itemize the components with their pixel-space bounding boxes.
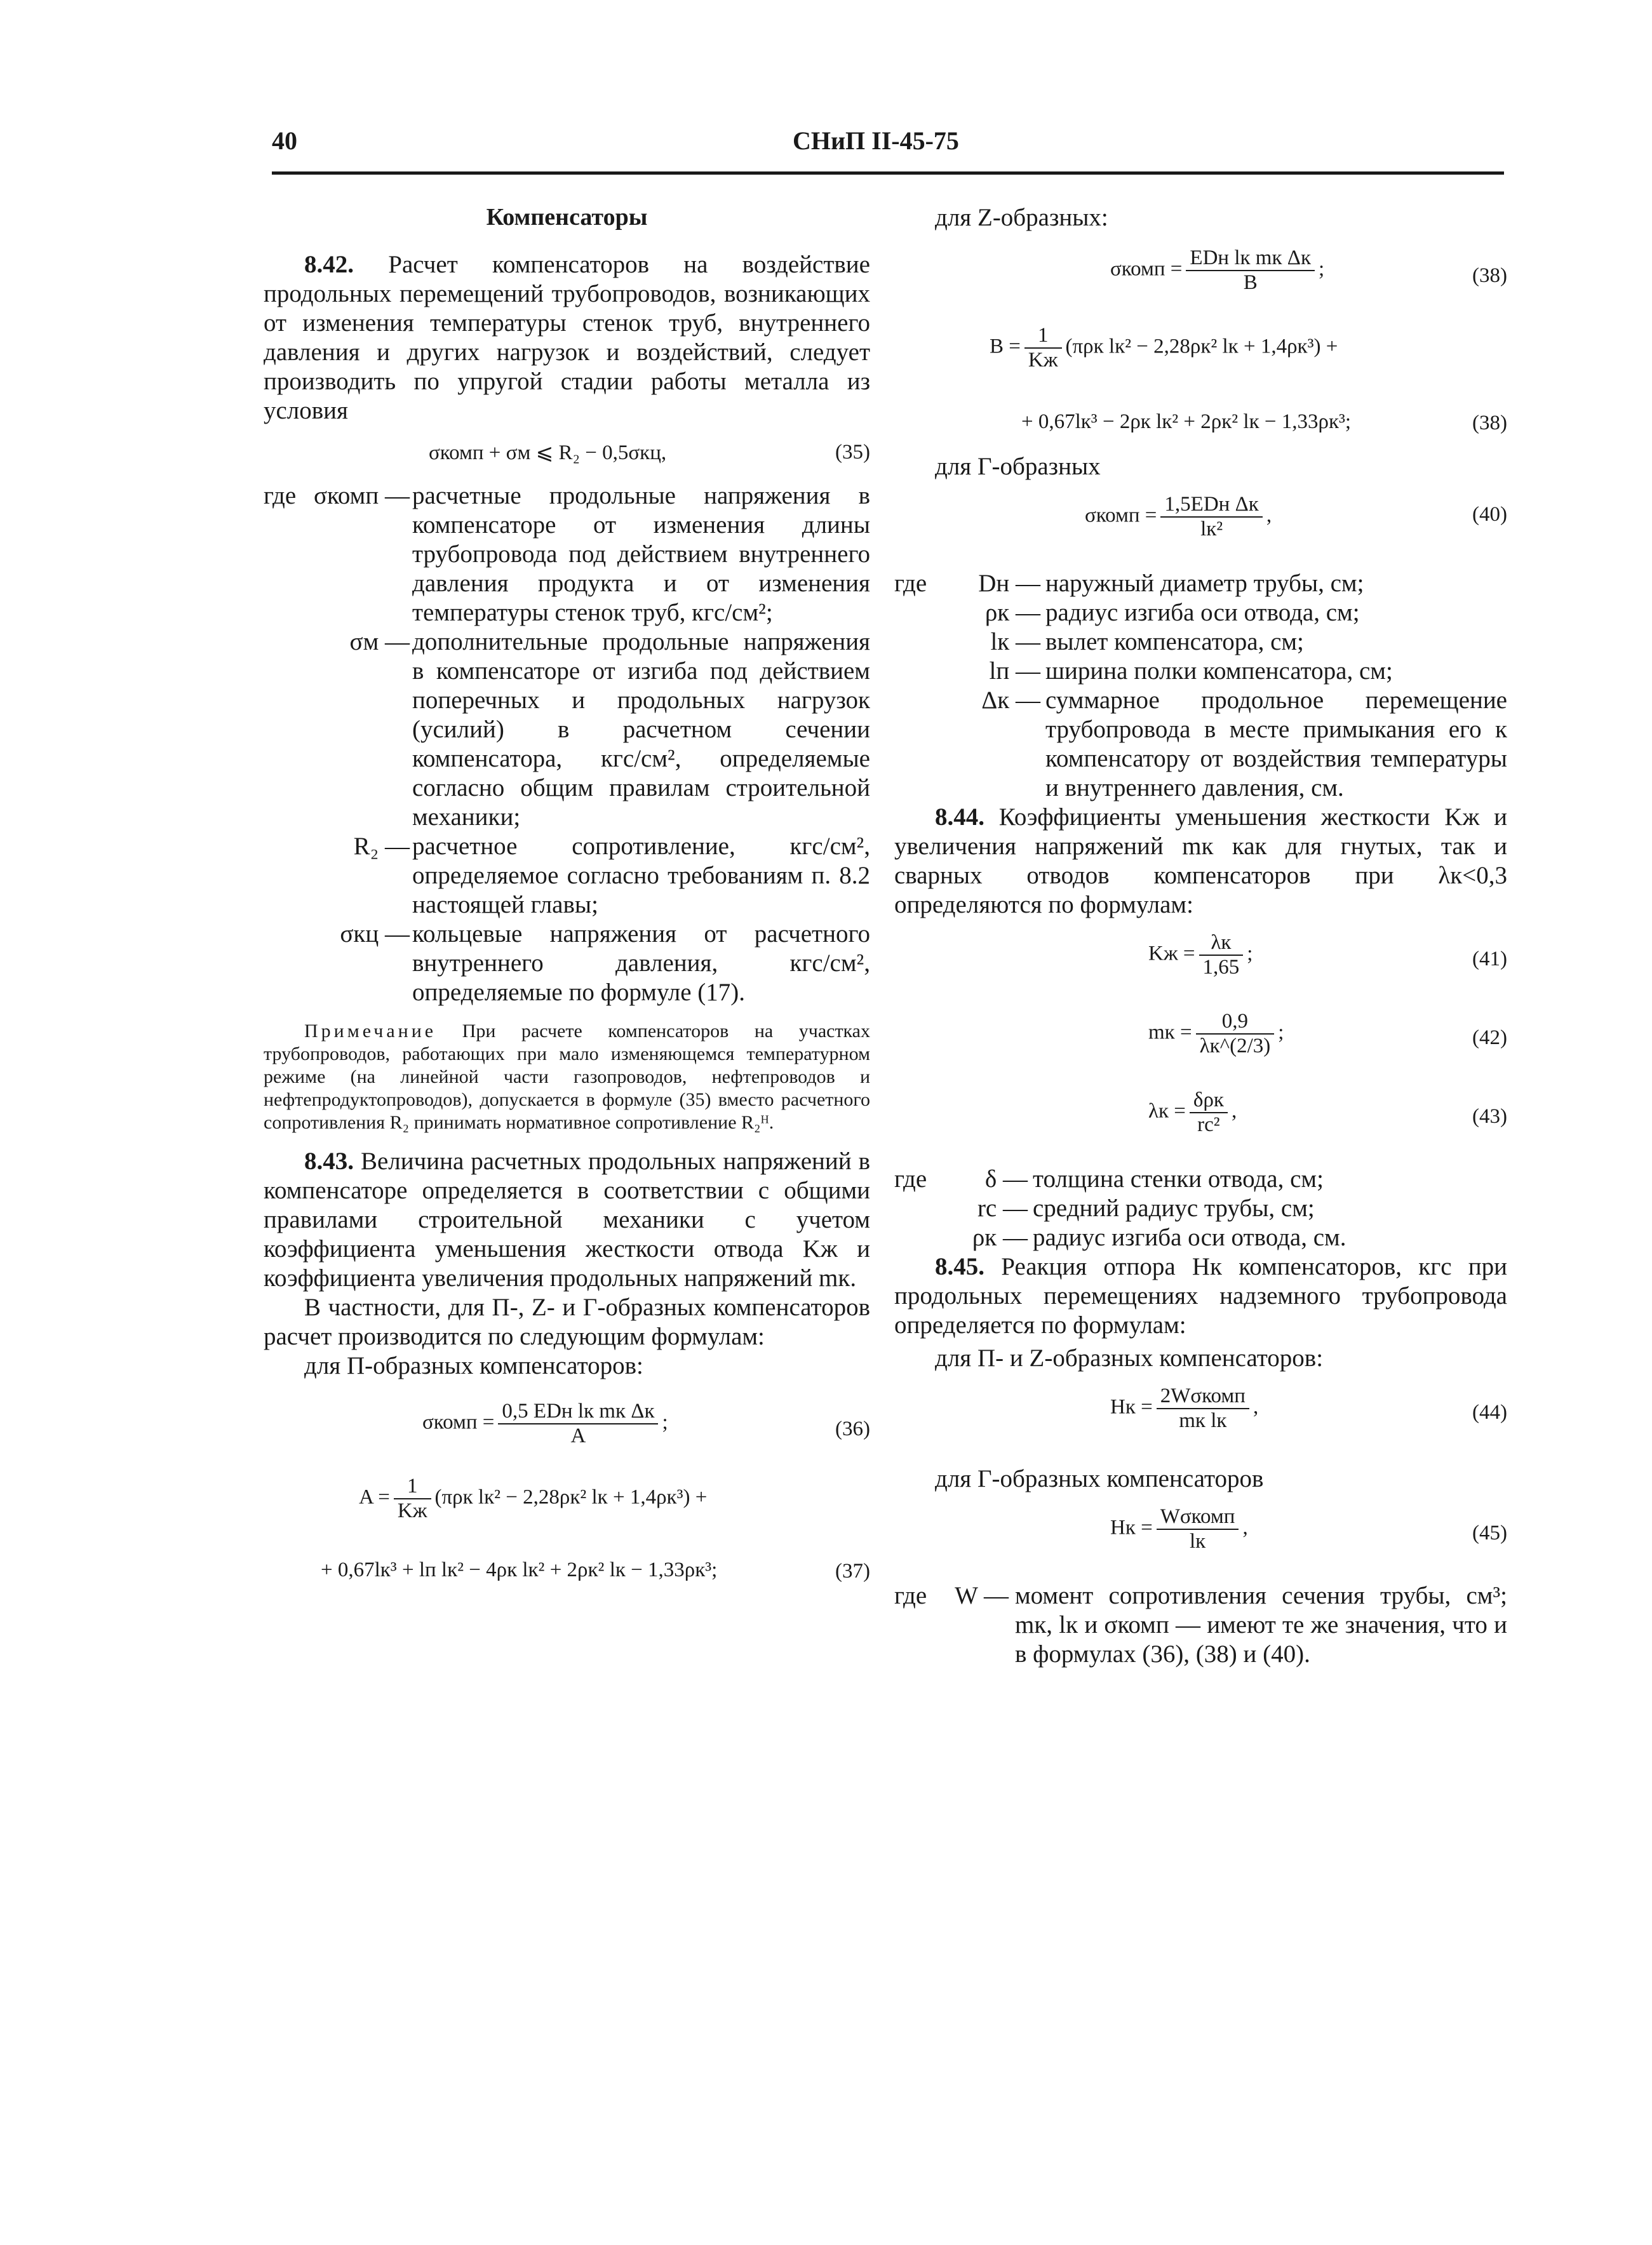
formula-number: (37) — [835, 1560, 870, 1583]
definition-item — [894, 598, 1507, 627]
definition-item — [264, 627, 870, 832]
definition-text: ширина полки компенсатора, см; — [1045, 657, 1393, 685]
formula-number: (35) — [835, 441, 870, 464]
formula-number: (38) — [1472, 412, 1507, 434]
numerator: EDн lк mк Δк — [1186, 246, 1315, 271]
definition-item — [894, 1165, 1507, 1194]
denominator: A — [570, 1424, 586, 1447]
lead-text: для П- и Z-образных компенсаторов: — [935, 1344, 1324, 1372]
formula-number: (38) — [1472, 264, 1507, 287]
lead-text: для Z-образных: — [935, 204, 1108, 231]
definition-item — [264, 920, 870, 1007]
definition-item — [894, 627, 1507, 657]
definition-text: наружный диаметр трубы, см; — [1045, 570, 1364, 597]
formula-punct: , — [1266, 504, 1272, 527]
formula-45 — [894, 1503, 1507, 1572]
denominator: Kж — [1028, 349, 1058, 372]
definition-symbol: σкомп — — [313, 482, 410, 509]
right-column — [894, 191, 1507, 1669]
formula-expression: σкомп + σм ⩽ R₂ − 0,5σкц, — [429, 441, 667, 464]
definition-symbol: σкц — — [340, 920, 410, 948]
paragraph-8-44 — [894, 803, 1507, 920]
paragraph: В частности, для П-, Z- и Г-образных компенсаторов расчет производится по следующим формулам: — [264, 1294, 870, 1350]
numerator: 1 — [394, 1475, 431, 1499]
numerator: Wσкомп — [1157, 1505, 1239, 1530]
paragraph-text: Расчет компенсаторов на воздействие продольных перемещений трубопроводов, возникающих от изменения температуры стенок труб, внутреннего давления и других нагрузок и воздействий, следует производить по упругой стадии работы металла из условия — [264, 251, 870, 424]
formula-expression — [1148, 1089, 1237, 1137]
formula-punct: , — [1242, 1516, 1248, 1539]
definitions-list-right-2 — [894, 1165, 1507, 1252]
formula-41 — [894, 928, 1507, 998]
definitions-list-right — [894, 569, 1507, 803]
definition-text: радиус изгиба оси отвода, см; — [1045, 599, 1360, 626]
formula-expression — [1110, 1384, 1258, 1433]
formula-number: (42) — [1472, 1026, 1507, 1049]
lead-text: для Г-образных компенсаторов — [935, 1465, 1264, 1492]
formula-40 — [894, 490, 1507, 560]
definition-text: толщина стенки отвода, см; — [1033, 1165, 1324, 1193]
formula-expression — [1148, 931, 1252, 979]
formula-38b-line2 — [894, 405, 1507, 443]
formula-lhs: A = — [359, 1485, 390, 1509]
page-header — [272, 126, 1504, 175]
definition-text: суммарное продольное перемещение трубопровода в месте примыкания его к компенсатору от воздействия температуры и внутреннего давления, см. — [1045, 687, 1507, 801]
fraction — [1157, 1505, 1239, 1553]
denominator: lк — [1189, 1530, 1206, 1553]
paragraph-text: Реакция отпора Hк компенсаторов, кгс при продольных перемещениях надземного трубопровода определяется по формулам: — [894, 1253, 1507, 1339]
definition-text: радиус изгиба оси отвода, см. — [1033, 1224, 1346, 1251]
definition-symbol: lк — — [990, 628, 1040, 655]
denominator: mк lк — [1179, 1409, 1227, 1432]
definitions-list-right-3 — [894, 1581, 1507, 1669]
definition-item — [894, 569, 1507, 598]
definition-text: расчетные продольные напряжения в компенсаторе от изменения длины трубопровода под действием внутреннего давления продукта и от изменения температуры стенок труб, кгс/см²; — [412, 482, 870, 626]
definition-text: средний радиус трубы, см; — [1033, 1195, 1315, 1222]
numerator: λк — [1199, 931, 1244, 956]
definition-text: кольцевые напряжения от расчетного внутреннего давления, кгс/см², определяемые по формуле (17). — [412, 920, 870, 1006]
formula-37-line1 — [264, 1468, 870, 1545]
formula-punct: ; — [1318, 257, 1325, 281]
definition-where: где — [264, 482, 297, 509]
formula-42 — [894, 1007, 1507, 1077]
formula-punct: ; — [1278, 1021, 1284, 1044]
formula-37-line2 — [264, 1553, 870, 1592]
formula-number: (45) — [1472, 1522, 1507, 1545]
fraction — [1186, 246, 1315, 295]
denominator: Kж — [397, 1499, 427, 1522]
denominator: 1,65 — [1202, 956, 1240, 979]
definition-symbol: ρк — — [984, 599, 1040, 626]
definition-symbol: δ — — [984, 1165, 1028, 1193]
numerator: 0,9 — [1196, 1010, 1275, 1035]
definition-text: момент сопротивления сечения трубы, см³; mк, lк и σкомп — имеют те же значения, что и в формулах (36), (38) и (40). — [1015, 1582, 1507, 1668]
fraction — [1199, 931, 1244, 979]
formula-lhs: Kж = — [1148, 942, 1195, 965]
formula-lhs: σкомп = — [1110, 257, 1183, 281]
definition-symbol: lп — — [989, 657, 1040, 685]
formula-expression — [359, 1475, 707, 1523]
formula-punct: ; — [1247, 942, 1253, 965]
fraction — [1190, 1089, 1228, 1137]
fraction — [394, 1475, 431, 1523]
definition-item — [264, 481, 870, 627]
paragraph-text: Коэффициенты уменьшения жесткости Kж и увеличения напряжений mк как для гнутых, так и сварных отводов компенсаторов при λк<0,3 определяются по формулам: — [894, 803, 1507, 918]
note-text: При расчете компенсаторов на участках трубопроводов, работающих при мало изменяющемся температурном режиме (на линейной части газопроводов, нефтепроводов и нефтепродуктопроводов), допускается в формуле (35) вместо расчетного сопротивления R₂ принимать нормативное сопротивление R₂ᴴ. — [264, 1021, 870, 1133]
definition-item — [894, 657, 1507, 686]
denominator: lк² — [1200, 518, 1223, 540]
numerator: 1 — [1024, 324, 1062, 349]
definition-item — [894, 1581, 1507, 1669]
formula-expression — [1110, 1505, 1248, 1553]
fraction — [498, 1400, 658, 1448]
definition-where: где — [894, 1165, 927, 1193]
formula-38b-line1 — [894, 320, 1507, 396]
formula-number: (43) — [1472, 1105, 1507, 1128]
formula-expression: + 0,67lк³ + lп lк² − 4ρк lк² + 2ρк² lк − 1,33ρк³; — [321, 1558, 718, 1581]
formula-punct: ; — [662, 1411, 668, 1434]
note — [264, 1020, 870, 1134]
formula-expression — [990, 324, 1338, 372]
definition-symbol: Δк — — [981, 687, 1040, 714]
formula-lhs: B = — [990, 335, 1021, 358]
definition-item — [264, 832, 870, 920]
definition-item — [894, 1194, 1507, 1223]
formula-number: (36) — [835, 1417, 870, 1440]
formula-lhs: Hк = — [1110, 1395, 1153, 1419]
formula-38a — [894, 241, 1507, 311]
formula-number: (44) — [1472, 1401, 1507, 1424]
formula-43 — [894, 1086, 1507, 1156]
fraction — [1024, 324, 1062, 372]
paragraph-8-42 — [264, 250, 870, 426]
left-column — [264, 191, 870, 1600]
paragraph-8-45 — [894, 1252, 1507, 1340]
clause-number: 8.45. — [935, 1253, 984, 1280]
formula-rhs: (πρк lк² − 2,28ρк² lк + 1,4ρк³) + — [1065, 335, 1338, 358]
running-title: СНиП II-45-75 — [793, 126, 959, 155]
definition-symbol: R₂ — — [353, 833, 410, 860]
formula-35 — [264, 434, 870, 472]
formula-36 — [264, 1390, 870, 1459]
formula-expression: + 0,67lк³ − 2ρк lк² + 2ρк² lк − 1,33ρк³; — [1021, 410, 1352, 433]
formula-expression — [422, 1400, 668, 1448]
formula-punct: , — [1231, 1099, 1237, 1123]
denominator: λк^(2/3) — [1199, 1035, 1271, 1057]
formula-number: (41) — [1472, 948, 1507, 970]
definition-text: дополнительные продольные напряжения в компенсаторе от изгиба под действием поперечных и продольных нагрузок (усилий) в расчетном сечении компенсатора, кгс/см², определяемые согласно общим правилам строительной механики; — [412, 628, 870, 831]
clause-number: 8.43. — [304, 1148, 354, 1175]
definition-where: где — [894, 570, 927, 597]
fraction — [1157, 1384, 1249, 1433]
paragraph: для П-образных компенсаторов: — [304, 1352, 643, 1379]
numerator: 2Wσкомп — [1157, 1384, 1249, 1409]
formula-expression — [1148, 1010, 1284, 1058]
definition-symbol: Dн — — [978, 570, 1040, 597]
fraction — [1196, 1010, 1275, 1058]
fraction — [1160, 493, 1262, 541]
formula-lhs: σкомп = — [422, 1411, 495, 1434]
definition-text: расчетное сопротивление, кгс/см², определяемое согласно требованиям п. 8.2 настоящей главы; — [412, 833, 870, 918]
lead-text: для Г-образных — [935, 453, 1101, 480]
formula-number: (40) — [1472, 503, 1507, 526]
formula-expression — [1085, 493, 1272, 541]
definition-item — [894, 686, 1507, 803]
formula-lhs: mк = — [1148, 1021, 1192, 1044]
formula-rhs: (πρк lк² − 2,28ρк² lк + 1,4ρк³) + — [434, 1485, 708, 1509]
definition-item — [894, 1223, 1507, 1252]
formula-punct: , — [1252, 1395, 1259, 1419]
definition-symbol: ρк — — [972, 1224, 1028, 1251]
denominator: B — [1243, 271, 1258, 294]
definition-text: вылет компенсатора, см; — [1045, 628, 1304, 655]
section-title: Компенсаторы — [486, 204, 648, 231]
definition-symbol: rс — — [977, 1195, 1028, 1222]
formula-44 — [894, 1382, 1507, 1452]
paragraph-text: Величина расчетных продольных напряжений в компенсаторе определяется в соответствии с общими правилами строительной механики с учетом коэффициента уменьшения жесткости отвода Kж и коэффициента увеличения продольных напряжений mк. — [264, 1148, 870, 1292]
definition-symbol: σм — — [349, 628, 410, 655]
clause-number: 8.42. — [304, 251, 354, 278]
numerator: δρк — [1190, 1089, 1228, 1113]
formula-lhs: Hк = — [1110, 1516, 1153, 1539]
numerator: 1,5EDн Δк — [1160, 493, 1262, 518]
numerator: 0,5 EDн lк mк Δк — [498, 1400, 658, 1424]
denominator: rс² — [1197, 1113, 1220, 1136]
definition-where: где — [894, 1582, 927, 1609]
formula-expression — [1110, 246, 1324, 295]
formula-lhs: λк = — [1148, 1099, 1186, 1123]
definition-symbol: W — — [955, 1582, 1009, 1609]
paragraph-8-43 — [264, 1147, 870, 1293]
note-label: Примечание — [304, 1021, 437, 1042]
clause-number: 8.44. — [935, 803, 984, 831]
definitions-list — [264, 481, 870, 1007]
formula-lhs: σкомп = — [1085, 504, 1157, 527]
page-number: 40 — [272, 126, 297, 155]
